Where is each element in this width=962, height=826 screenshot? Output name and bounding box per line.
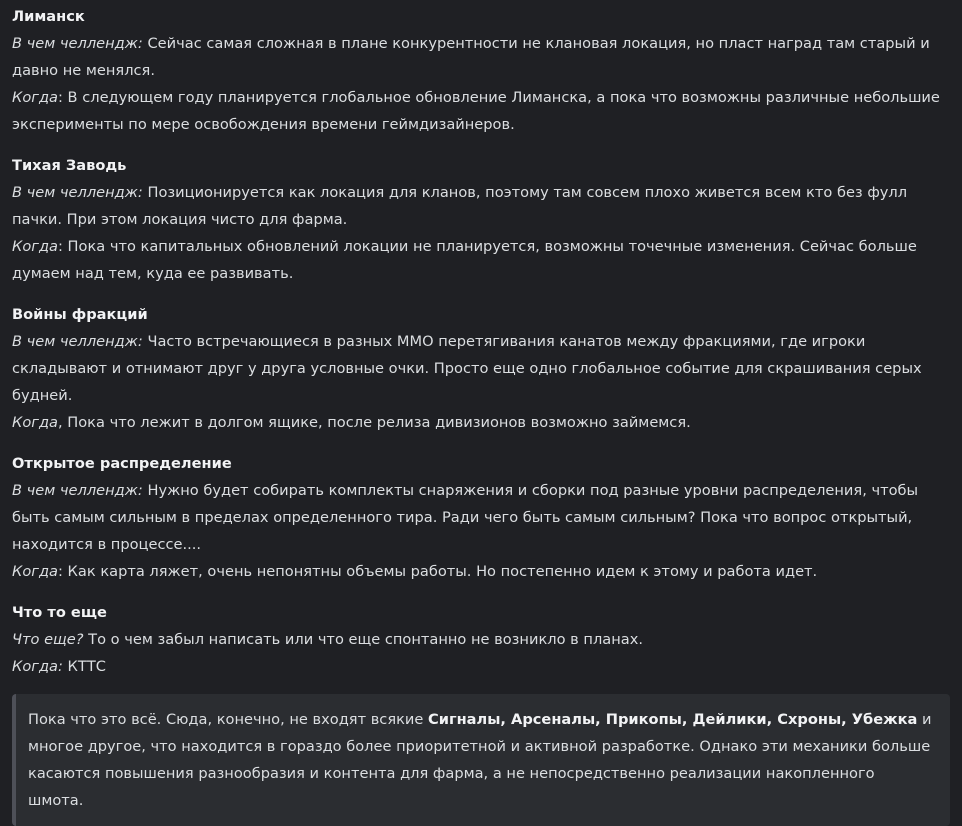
callout-text-start: Пока что это всё. Сюда, конечно, не входят всякие (28, 711, 429, 728)
when-separator: , (58, 414, 63, 431)
when-line (12, 233, 950, 287)
challenge-label: В чем челлендж: (12, 333, 143, 350)
challenge-label: В чем челлендж: (12, 482, 143, 499)
when-text: В следующем году планируется глобальное обновление Лиманска, а пока что возможны различные небольшие эксперименты по мере освобождения времени геймдизайнеров. (12, 89, 940, 133)
challenge-text: Часто встречающиеся в разных ММО перетягивания канатов между фракциями, где игроки складывают и отнимают друг у друга условные очки. Просто еще одно глобальное событие для скрашивания серых будней. (12, 333, 922, 404)
section-title: Открытое распределение (12, 455, 232, 472)
when-line (12, 409, 950, 436)
challenge-line (12, 328, 950, 409)
when-label: Когда (12, 414, 58, 431)
challenge-line (12, 179, 950, 233)
when-separator: : (58, 563, 63, 580)
when-separator: : (58, 89, 63, 106)
challenge-label: В чем челлендж: (12, 184, 143, 201)
when-separator: : (58, 238, 63, 255)
challenge-text: Нужно будет собирать комплекты снаряжения и сборки под разные уровни распределения, чтобы быть самым сильным в пределах определенного тира. Ради чего быть самым сильным? Пока что вопрос открытый, находится в процессе.... (12, 482, 919, 553)
when-label: Когда (12, 238, 58, 255)
section-title: Тихая Заводь (12, 157, 127, 174)
when-label: Когда (12, 89, 58, 106)
when-line (12, 558, 950, 585)
challenge-label: Что еще? (12, 631, 84, 648)
when-text: КТТС (62, 658, 106, 675)
callout-bold-mechanics: Сигналы, Арсеналы, Прикопы, Дейлики, Схроны, Убежка (428, 711, 918, 728)
section-limansk (12, 3, 950, 138)
section-title: Войны фракций (12, 306, 148, 323)
callout-text-end: и многое другое, что находится в гораздо более приоритетной и активной разработке. Однако эти механики больше касаются повышения разнообразия и контента для фарма, а не непосредственно реализации накопленного шмота. (28, 711, 932, 809)
section-faction-wars (12, 301, 950, 436)
section-title: Что то еще (12, 604, 107, 621)
section-quiet-backwater (12, 152, 950, 287)
when-text: Как карта ляжет, очень непонятны объемы работы. Но постепенно идем к этому и работа идет. (62, 563, 818, 580)
section-title: Лиманск (12, 8, 85, 25)
section-open-distribution (12, 450, 950, 585)
when-line (12, 84, 950, 138)
when-label: Когда: (12, 658, 63, 675)
when-label: Когда (12, 563, 58, 580)
challenge-line (12, 30, 950, 84)
when-text: Пока что капитальных обновлений локации не планируется, возможны точечные изменения. Сейчас больше думаем над тем, куда ее развивать. (12, 238, 917, 282)
challenge-line (12, 477, 950, 558)
when-text: Пока что лежит в долгом ящике, после релиза дивизионов возможно займемся. (62, 414, 691, 431)
section-something-else (12, 599, 950, 680)
challenge-text: То о чем забыл написать или что еще спонтанно не возникло в планах. (83, 631, 643, 648)
challenge-label: В чем челлендж: (12, 35, 143, 52)
challenge-line (12, 626, 950, 653)
challenge-text: Позиционируется как локация для кланов, поэтому там совсем плохо живется всем кто без фулл пачки. При этом локация чисто для фарма. (12, 184, 908, 228)
when-line (12, 653, 950, 680)
challenge-text: Сейчас самая сложная в плане конкурентности не клановая локация, но пласт наград там старый и давно не менялся. (12, 35, 930, 79)
blockquote-callout (12, 694, 950, 826)
